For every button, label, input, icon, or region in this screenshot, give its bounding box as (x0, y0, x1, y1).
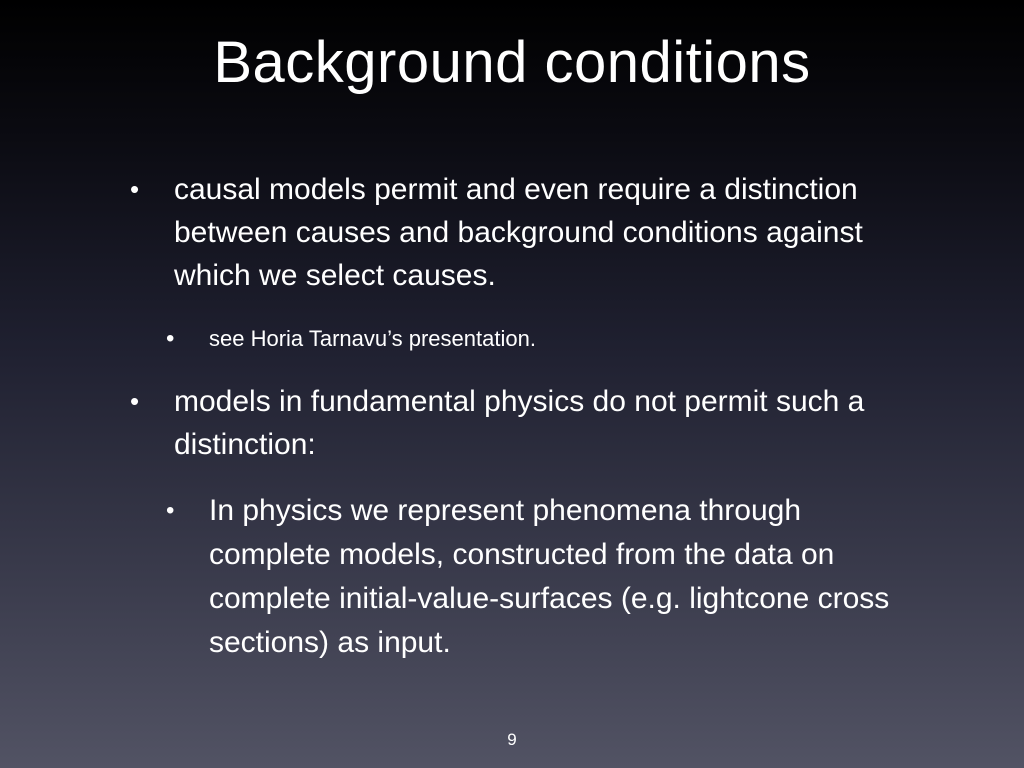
bullet-icon: • (130, 174, 140, 204)
sub-bullet-text: see Horia Tarnavu’s presentation. (209, 326, 536, 351)
bullet-item-causal-models (130, 168, 894, 297)
sub-bullet-item-complete-models (166, 489, 929, 665)
page-number: 9 (507, 730, 517, 749)
sub-bullet-item-presentation (166, 324, 536, 354)
bullet-text: causal models permit and even require a distinction between causes and background conditions against which we select causes. (174, 173, 863, 292)
slide-title: Background conditions (213, 30, 811, 95)
bullet-icon: • (166, 325, 175, 352)
bullet-text: models in fundamental physics do not permit such a distinction: (174, 385, 865, 461)
bullet-icon: • (130, 386, 140, 416)
bullet-item-physics-models (130, 380, 894, 466)
bullet-icon: • (166, 497, 175, 524)
sub-bullet-text: In physics we represent phenomena through complete models, constructed from the data on complete initial-value-surfaces (e.g. lightcone cross sections) as input. (209, 494, 890, 659)
